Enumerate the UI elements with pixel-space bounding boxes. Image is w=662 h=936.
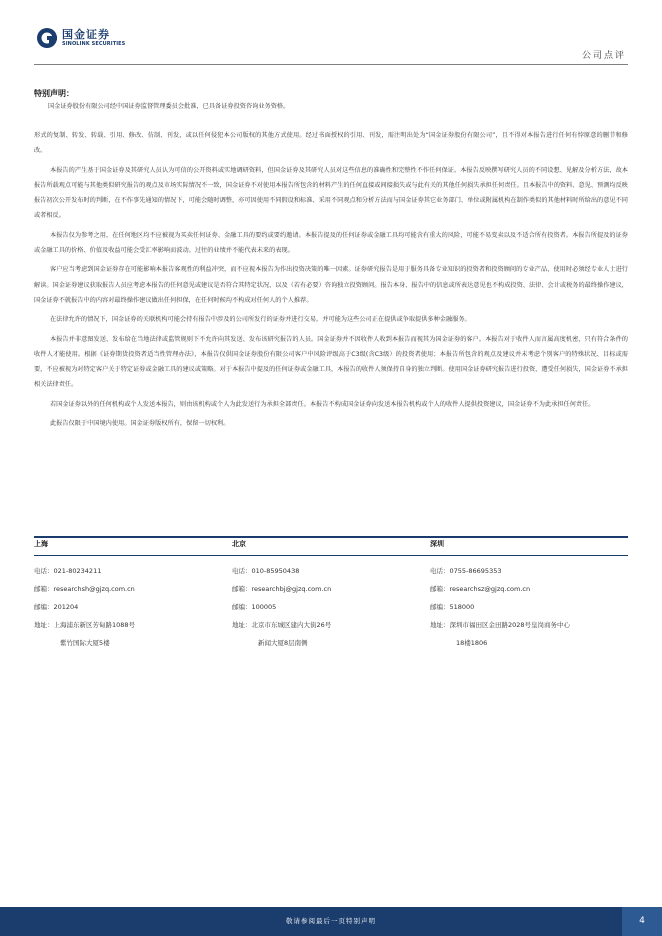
disclaimer-paragraph: 本报告并非意图发送、发布给在当地法律或监管规则下不允许向其发送、发布该研究报告的人员。国金证券并不因收件人收到本报告而视其为国金证券的客户。本报告对于收件人而言属高度机密，只有符合条件的收件人才能使用。根据《证券期货投资者适当性管理办法》，本报告仅供国金证券股份有限公司客户中风险评级高于C3级(含C3级）的投资者使用；本报告所包含的观点及建议并未考虑个别客户的特殊状况、目标或需要，不应被视为对特定客户关于特定证券或金融工具的建议或策略。对于本报告中提及的任何证券或金融工具，本报告的收件人须保持自身的独立判断。使用国金证券研究报告进行投资，遭受任何损失，国金证券不承担相关法律责任。	[34, 335, 628, 389]
office-address-line2: 紫竹国际大厦5楼	[60, 639, 110, 647]
disclaimer-paragraph: 若国金证券以外的任何机构或个人发送本报告，则由该机构或个人为此发送行为承担全部责任。本报告不构成国金证券向发送本报告机构或个人的收件人提供投资建议，国金证券不为此承担任何责任。	[50, 400, 595, 408]
office-address-line2: 18楼1806	[456, 639, 488, 647]
office-city: 北京	[232, 540, 246, 548]
office-zip: 邮编：518000	[430, 603, 475, 611]
page-footer	[0, 907, 662, 936]
office-phone: 电话：021-80234211	[34, 567, 102, 575]
logo-chinese-name: 国金证券	[62, 27, 110, 41]
declaration-intro: 国金证券股份有限公司经中国证券监督管理委员会批准，已具备证券投资咨询业务资格。	[48, 103, 290, 110]
office-address: 地址：上海浦东新区芳甸路1088号	[34, 621, 136, 629]
declaration-title: 特别声明：	[34, 89, 74, 98]
office-zip: 邮编：201204	[34, 603, 79, 611]
office-email: 邮箱：researchbj@gjzq.com.cn	[232, 585, 332, 593]
office-city: 上海	[34, 540, 48, 548]
office-email: 邮箱：researchsz@gjzq.com.cn	[430, 585, 531, 593]
office-city: 深圳	[430, 540, 444, 548]
contact-sub-rule	[34, 555, 628, 556]
document-type-label: 公司点评	[581, 51, 626, 61]
office-beijing	[232, 538, 430, 550]
page-number: 4	[622, 907, 662, 936]
office-phone: 电话：0755-86695353	[430, 567, 502, 575]
office-shenzhen-details	[430, 562, 628, 652]
office-zip: 邮编：100005	[232, 603, 277, 611]
footer-notice: 敬请参阅最后一页特别声明	[286, 917, 376, 925]
office-address: 地址：深圳市福田区金田路2028号皇岗商务中心	[430, 621, 571, 629]
disclaimer-paragraph: 本报告仅为参考之用，在任何地区均不应被视为买卖任何证券、金融工具的要约或要约邀请。本报告提及的任何证券或金融工具均可能含有重大的风险，可能不易变卖以及不适合所有投资者。本报告所提及的证券或金融工具的价格、价值及收益可能会受汇率影响而波动。过往的业绩并不能代表未来的表现。	[34, 231, 628, 255]
office-shanghai	[34, 538, 232, 550]
disclaimer-paragraph: 本报告的产生基于国金证券及其研究人员认为可信的公开资料或实地调研资料，但国金证券及其研究人员对这些信息的准确性和完整性不作任何保证。本报告反映撰写研究人员的不同设想、见解及分析方法，故本报告所载观点可能与其他类似研究报告的观点及市场实际情况不一致，国金证券不对使用本报告所包含的材料产生的任何直接或间接损失或与此有关的其他任何损失承担任何责任。且本报告中的资料、意见、预测均反映报告初次公开发布时的判断，在不作事先通知的情况下，可能会随时调整，亦可因使用不同假设和标准、采用不同观点和分析方法而与国金证券其它业务部门、单位或附属机构在制作类似的其他材料时所给出的意见不同或者相反。	[34, 166, 628, 220]
disclaimer-body	[34, 128, 628, 435]
disclaimer-paragraph: 在法律允许的情况下，国金证券的关联机构可能会持有报告中涉及的公司所发行的证券并进行交易，并可能为这些公司正在提供或争取提供多种金融服务。	[50, 316, 471, 324]
disclaimer-paragraph: 此报告仅限于中国境内使用。国金证券版权所有，保留一切权利。	[50, 420, 230, 428]
office-shenzhen	[430, 538, 628, 550]
disclaimer-paragraph: 形式的复制、转发、转载、引用、修改、仿制、刊发，或以任何侵犯本公司版权的其他方式使用。经过书面授权的引用、刊发，需注明出处为“国金证券股份有限公司”，且不得对本报告进行任何有悖原意的删节和修改。	[34, 132, 628, 155]
page-header	[0, 0, 662, 66]
office-address-line2: 新闻大厦8层南侧	[258, 639, 308, 647]
office-beijing-details	[232, 562, 430, 652]
office-phone: 电话：010-85950438	[232, 567, 300, 575]
logo-english-name: SINOLINK SECURITIES	[62, 40, 126, 47]
logo-mark-icon	[36, 27, 58, 49]
office-address: 地址：北京市东城区建内大街26号	[232, 621, 332, 629]
disclaimer-paragraph: 客户应当考虑到国金证券存在可能影响本报告客观性的利益冲突，而不应视本报告为作出投资决策的唯一因素。证券研究报告是用于服务具备专业知识的投资者和投资顾问的专业产品，使用时必须经专业人士进行解读。国金证券建议获取报告人员应考虑本报告的任何意见或建议是否符合其特定状况，以及（若有必要）咨询独立投资顾问。报告本身、报告中的信息或所表达意见也不构成投资、法律、会计或税务的最终操作建议，国金证券不就报告中的内容对最终操作建议做出任何担保，在任何时候均不构成对任何人的个人推荐。	[34, 266, 628, 304]
office-shanghai-details	[34, 562, 232, 652]
header-divider	[34, 64, 628, 65]
company-logo	[36, 27, 125, 49]
office-email: 邮箱：researchsh@gjzq.com.cn	[34, 585, 135, 593]
office-contact-table	[34, 536, 628, 652]
